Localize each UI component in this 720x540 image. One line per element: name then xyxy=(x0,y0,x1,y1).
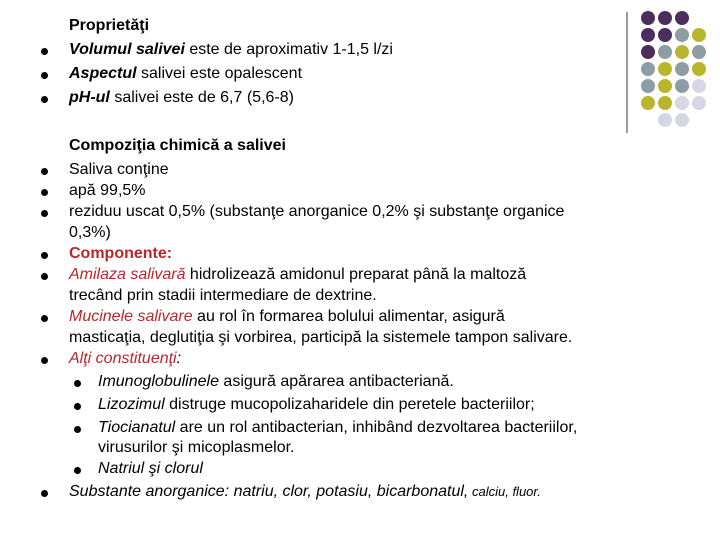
list-item-mucinele xyxy=(69,308,505,326)
section-title-compozitia: Compoziţia chimică a salivei xyxy=(69,137,286,154)
section-title-proprietati: Proprietăţi xyxy=(69,17,150,34)
item-emphasis: Mucinele salivare xyxy=(69,308,193,325)
sub-item-cont: virusurilor şi micoplasmelor. xyxy=(98,439,295,456)
list-item-reziduu: reziduu uscat 0,5% (substanţe anorganice 0,2% şi substanţe organice xyxy=(69,203,565,220)
item-text: Substante anorganice: natriu, clor, potasiu, bicarbonatul, xyxy=(69,483,469,500)
list-item-substante-anorganice xyxy=(69,483,541,501)
list-item xyxy=(69,89,294,107)
sub-item xyxy=(98,460,203,478)
deco-dot xyxy=(692,45,706,59)
item-text: au rol în formarea bolului alimentar, asigură xyxy=(192,308,505,325)
deco-dot xyxy=(641,28,655,42)
bullet-icon xyxy=(41,189,48,196)
sub-item xyxy=(98,419,577,437)
bullet-icon xyxy=(41,72,48,79)
deco-dot xyxy=(641,62,655,76)
deco-dot xyxy=(641,96,655,110)
item-text: salivei este opalescent xyxy=(136,65,303,82)
deco-dot xyxy=(692,28,706,42)
item-emphasis: Lizozimul xyxy=(98,396,165,413)
bullet-icon xyxy=(41,357,48,364)
bullet-icon xyxy=(41,168,48,175)
deco-dot xyxy=(692,79,706,93)
item-emphasis: Alţi constituenţi xyxy=(69,350,177,367)
deco-dot xyxy=(658,79,672,93)
deco-dot xyxy=(675,45,689,59)
deco-dot xyxy=(641,45,655,59)
list-item-saliva: Saliva conţine xyxy=(69,161,169,178)
list-item-alti-constituenti xyxy=(69,350,181,368)
item-emphasis: pH-ul xyxy=(69,89,110,106)
bullet-icon xyxy=(41,315,48,322)
list-item xyxy=(69,65,302,83)
item-emphasis: Amilaza salivară xyxy=(69,266,186,283)
item-small-text: calciu, fluor. xyxy=(468,484,541,499)
item-text: distruge mucopolizaharidele din peretele bacteriilor; xyxy=(164,396,535,413)
list-item-amilaza-cont: trecând prin stadii intermediare de dextrine. xyxy=(69,287,377,304)
sub-bullet-icon xyxy=(74,426,81,433)
decorative-divider-line xyxy=(626,12,628,133)
item-text: asigură apărarea antibacteriană. xyxy=(218,373,454,390)
deco-dot xyxy=(658,96,672,110)
sub-bullet-icon xyxy=(74,403,81,410)
deco-dot xyxy=(675,79,689,93)
deco-dot xyxy=(641,79,655,93)
deco-dot xyxy=(641,11,655,25)
sub-item xyxy=(98,396,535,414)
bullet-icon xyxy=(41,96,48,103)
deco-dot xyxy=(675,96,689,110)
deco-dot xyxy=(675,113,689,127)
deco-dot xyxy=(658,11,672,25)
item-emphasis: Natriul xyxy=(98,460,145,477)
list-item-amilaza xyxy=(69,266,526,284)
bullet-icon xyxy=(41,210,48,217)
item-emphasis: Imunoglobulinele xyxy=(98,373,219,390)
deco-dot xyxy=(675,11,689,25)
item-text: şi clorul xyxy=(144,460,203,477)
sub-item xyxy=(98,373,454,391)
bullet-icon xyxy=(41,48,48,55)
deco-dot xyxy=(692,62,706,76)
deco-dot xyxy=(675,28,689,42)
deco-dot xyxy=(658,62,672,76)
deco-dot xyxy=(658,45,672,59)
item-text: este de aproximativ 1-1,5 l/zi xyxy=(184,41,393,58)
item-emphasis: Tiocianatul xyxy=(98,419,176,436)
item-emphasis: Aspectul xyxy=(69,65,137,82)
list-item-apa: apă 99,5% xyxy=(69,182,146,199)
list-item-mucinele-cont: masticaţia, deglutiţia şi vorbirea, participă la sistemele tampon salivare. xyxy=(69,329,573,346)
deco-dot xyxy=(658,28,672,42)
deco-dot xyxy=(692,96,706,110)
list-item xyxy=(69,41,393,59)
item-text: hidrolizează amidonul preparat până la maltoză xyxy=(185,266,527,283)
list-item-reziduu-cont: 0,3%) xyxy=(69,224,111,241)
bullet-icon xyxy=(41,490,48,497)
bullet-icon xyxy=(41,273,48,280)
deco-dot xyxy=(675,62,689,76)
list-item-componente: Componente: xyxy=(69,245,173,262)
deco-dot xyxy=(658,113,672,127)
sub-bullet-icon xyxy=(74,380,81,387)
sub-bullet-icon xyxy=(74,467,81,474)
item-text: salivei este de 6,7 (5,6-8) xyxy=(109,89,294,106)
item-text: are un rol antibacterian, inhibând dezvoltarea bacteriilor, xyxy=(175,419,578,436)
item-text: : xyxy=(176,350,182,367)
bullet-icon xyxy=(41,252,48,259)
item-emphasis: Volumul salivei xyxy=(69,41,185,58)
